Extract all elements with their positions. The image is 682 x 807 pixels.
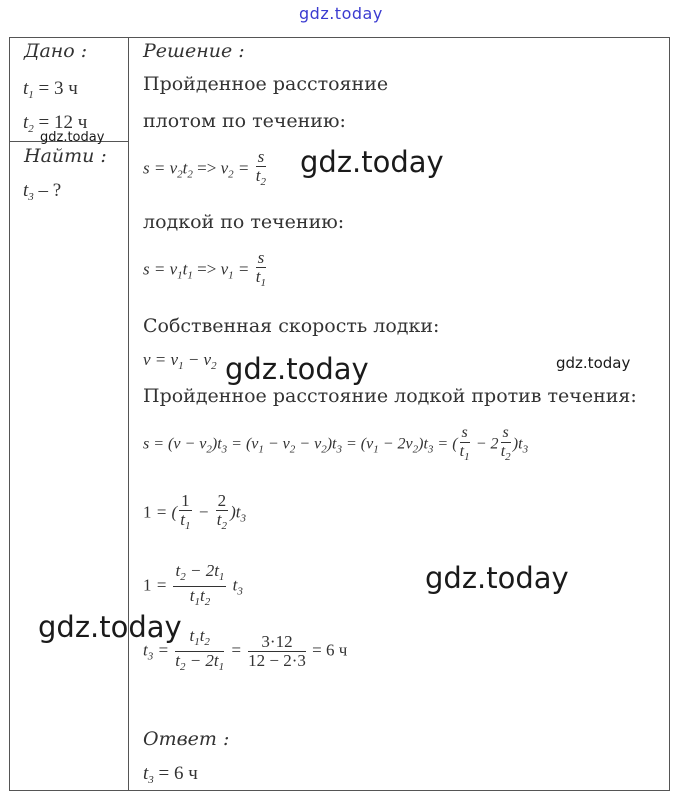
formula-upstream: $s = (v - v_2)t_3 = (v_1 - v_2 - v_2)t_3 = (v_1 - 2v_2)t_3$ = ( $\frac{s}{t_1}$ − 2 $\frac{s}{t_2}$ )$t_3$ — [143, 424, 528, 466]
watermark-5: gdz.today — [38, 610, 182, 644]
formula-unity-2: 1 = $\frac{t_2 - 2t_1}{t_1t_2}$ $t_3$ — [143, 562, 243, 611]
answer-title: Ответ : — [143, 728, 230, 750]
formula-unity-1: 1 = ( $\frac{1}{t_1}$ − $\frac{2}{t_2}$ )$t_3$ — [143, 492, 246, 535]
given-t1-var: t — [23, 78, 29, 99]
formula-raft: $s = v_2t_2 => v_2$ = $\frac{s}{t_2}$ — [143, 148, 268, 191]
given-title: Дано : — [24, 40, 88, 62]
given-t2-sub: 2 — [28, 123, 34, 135]
fraction-combined: $\frac{t_2 - 2t_1}{t_1t_2}$ — [175, 561, 225, 608]
fraction-1-over-t1: $\frac{1}{t_1}$ — [180, 491, 191, 532]
fraction-s-over-t1-b: $\frac{s}{t_1}$ — [459, 424, 470, 463]
solution-line2: плотом по течению: — [143, 110, 346, 132]
solution-line5: Пройденное расстояние лодкой против течения: — [143, 385, 637, 407]
given-t1-sub: 1 — [28, 89, 34, 101]
watermark-2: gdz.today — [225, 352, 369, 386]
solution-line3: лодкой по течению: — [143, 211, 345, 233]
formula-boat-downstream: $s = v_1t_1 => v_1$ = $\frac{s}{t_1}$ — [143, 249, 268, 292]
fraction-s-over-t2: $\frac{s}{t_2}$ — [255, 147, 267, 188]
fraction-s-over-t1: $\frac{s}{t_1}$ — [255, 248, 267, 289]
fraction-t3-numeric: $\frac{3\cdot 12}{12 - 2\cdot 3}$ — [248, 632, 306, 670]
answer-t3 — [143, 763, 198, 786]
solution-line1: Пройденное расстояние — [143, 73, 389, 95]
answer-t3-sub: 3 — [148, 774, 154, 786]
watermark-small-left: gdz.today — [40, 130, 105, 145]
given-t2-var: t — [23, 112, 29, 133]
answer-t3-var: t — [143, 763, 149, 784]
find-t3 — [23, 180, 61, 203]
fraction-s-over-t2-b: $\frac{s}{t_2}$ — [500, 424, 511, 463]
fraction-2-over-t2: $\frac{2}{t_2}$ — [216, 491, 227, 532]
site-header-watermark: gdz.today — [299, 4, 383, 23]
formula-result: $t_3$ = $\frac{t_1t_2}{t_2 - 2t_1}$ = $\frac{3\cdot 12}{12 - 2\cdot 3}$ = 6 ч — [143, 627, 347, 676]
answer-t3-value: = 6 ч — [158, 763, 198, 784]
find-t3-sub: 3 — [28, 191, 34, 203]
find-t3-value: – ? — [38, 180, 62, 201]
watermark-4: gdz.today — [425, 561, 569, 595]
watermark-1: gdz.today — [300, 145, 444, 179]
fraction-t3-general: $\frac{t_1t_2}{t_2 - 2t_1}$ — [175, 626, 225, 673]
find-title: Найти : — [24, 145, 107, 167]
solution-title: Решение : — [143, 40, 245, 62]
given-t1 — [23, 78, 78, 101]
find-t3-var: t — [23, 180, 29, 201]
solution-line4: Собственная скорость лодки: — [143, 315, 440, 337]
given-t1-value: = 3 ч — [38, 78, 78, 99]
column-divider — [128, 37, 129, 791]
watermark-3: gdz.today — [556, 354, 631, 372]
given-t2-value: = 12 ч — [38, 112, 88, 133]
formula-own-speed: $v = v_1 - v_2$ — [143, 350, 217, 372]
